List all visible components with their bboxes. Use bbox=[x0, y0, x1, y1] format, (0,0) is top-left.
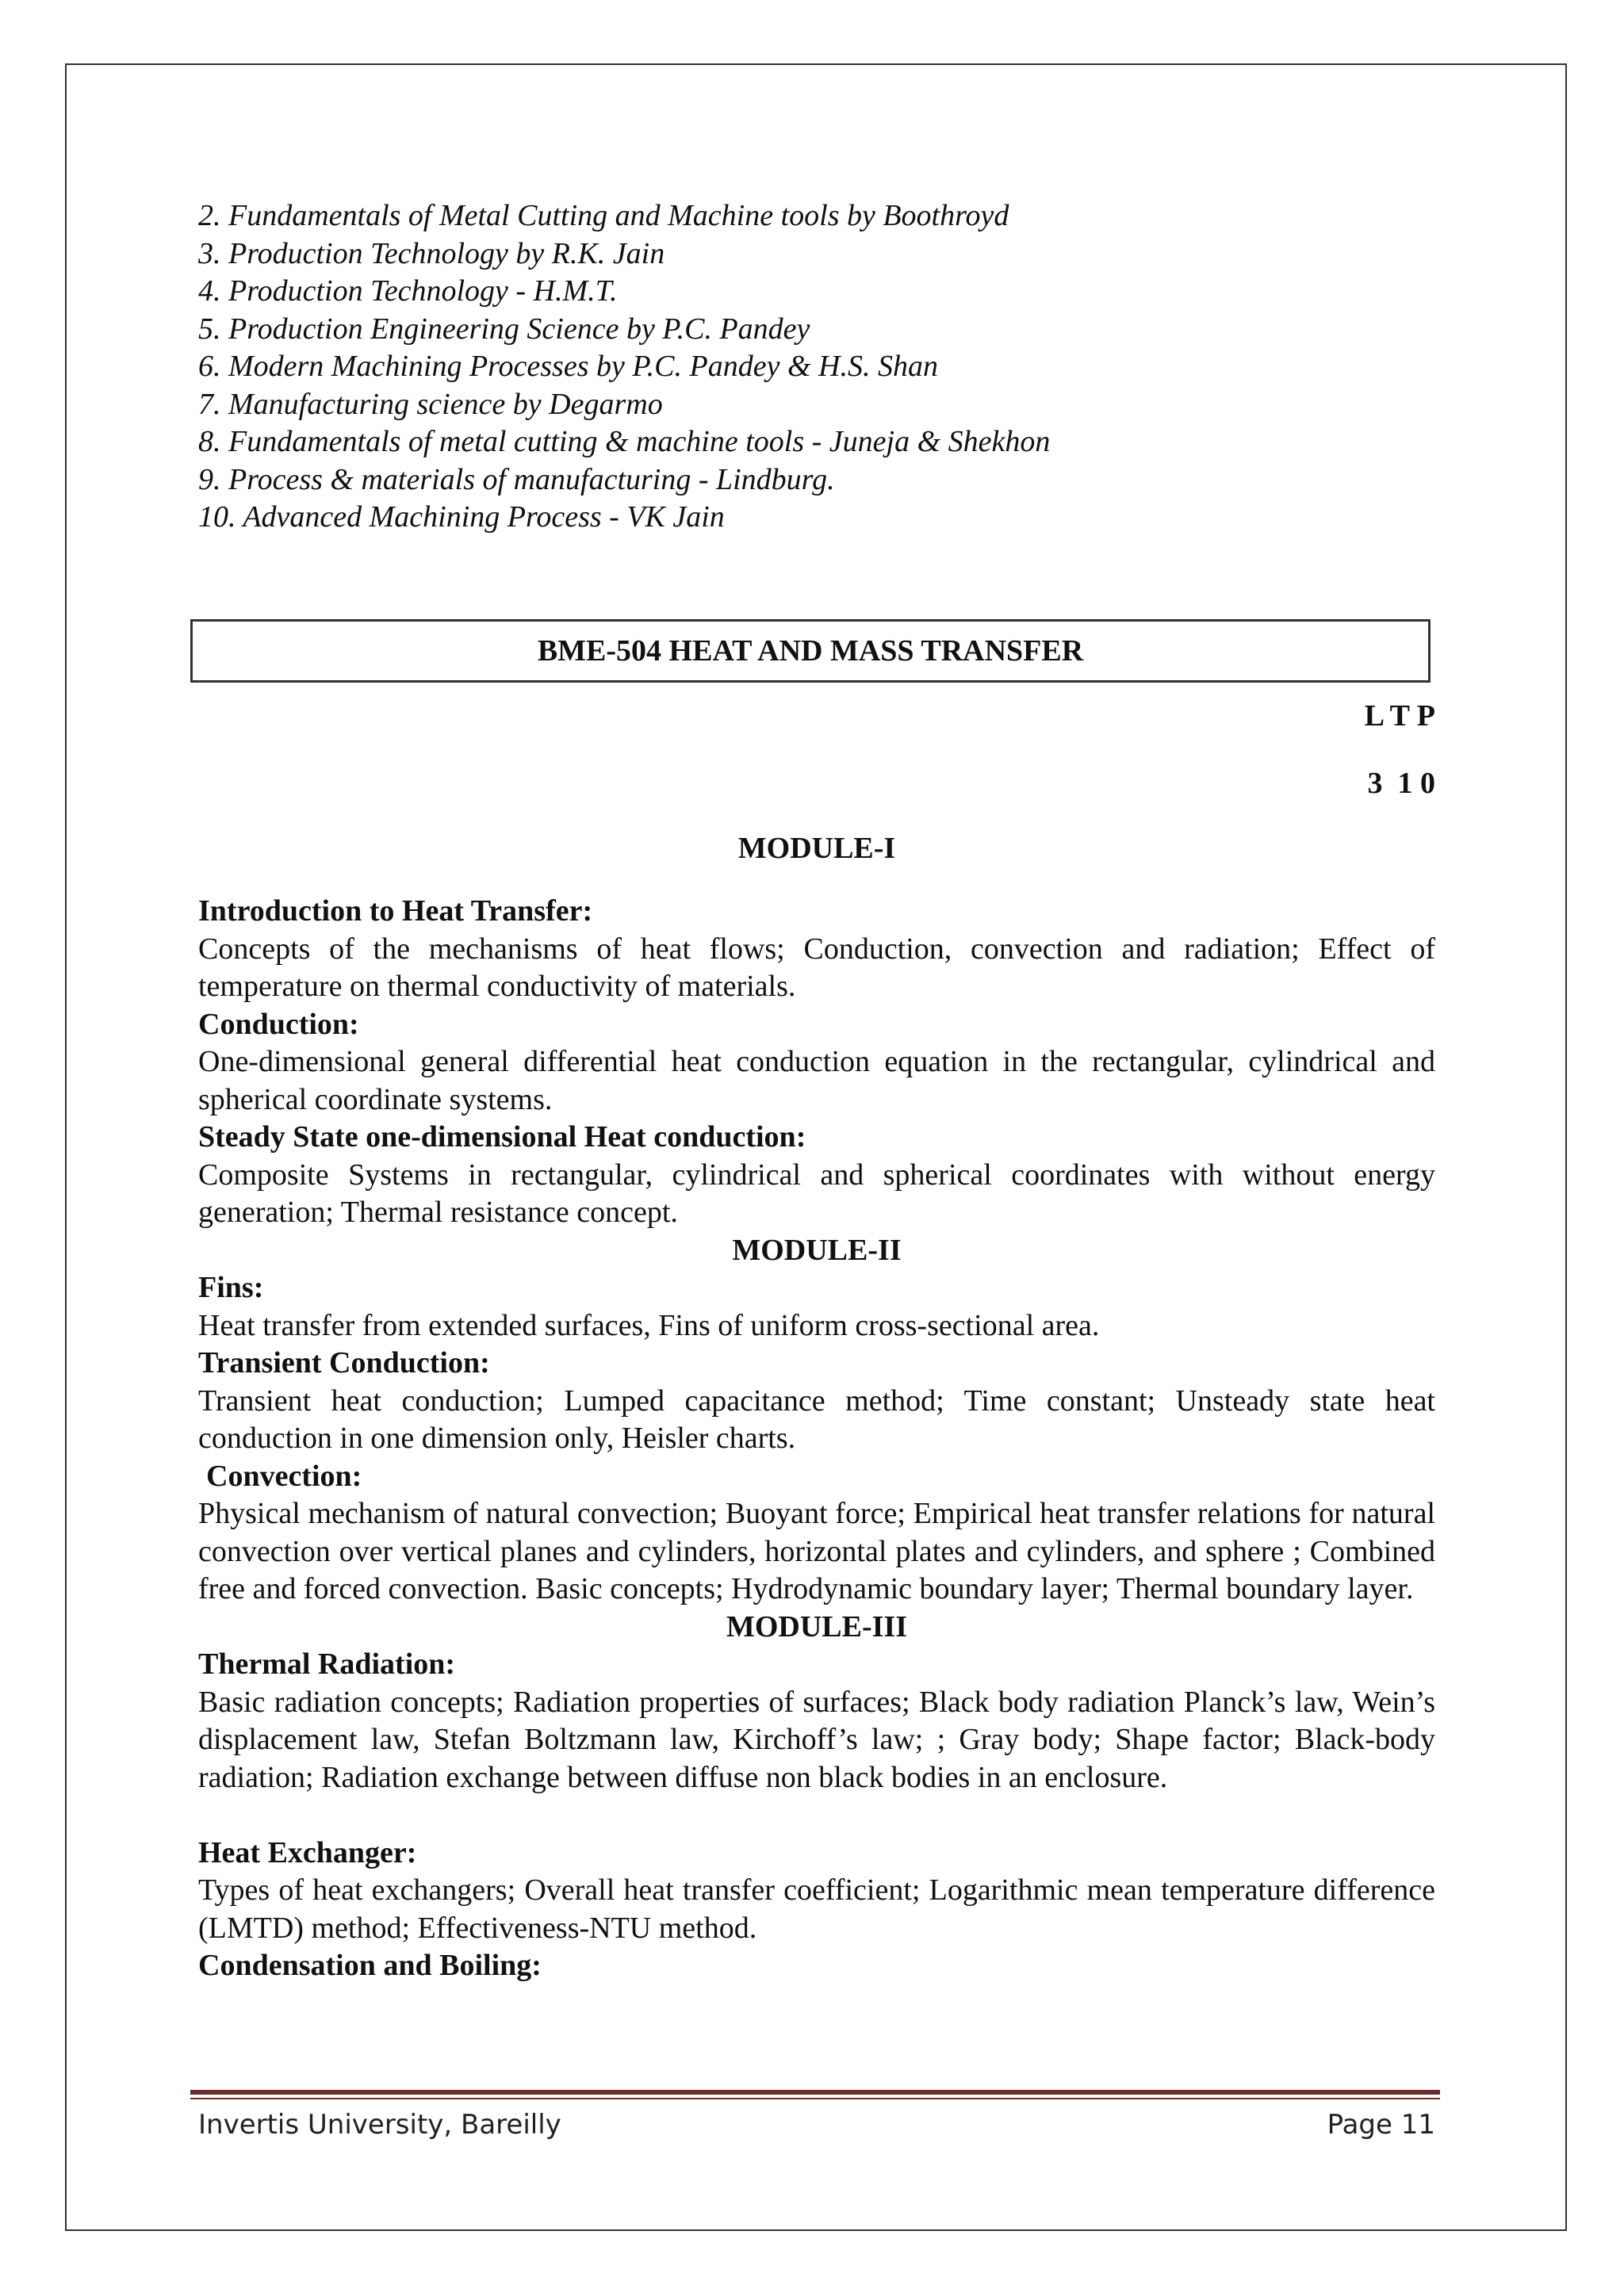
module-2-heading: MODULE-II bbox=[732, 1233, 902, 1267]
radiation-text: Basic radiation concepts; Radiation properties of surfaces; Black body radiation Planck’s law, Wein’s displacement law, Stefan Boltzmann law, Kirchoff’s law; ; Gray body; Shape factor; Black-body radiation; Radiation exchange between diffuse non black bodies in an enclosure. bbox=[198, 1685, 1435, 1794]
reference-list bbox=[198, 197, 1435, 537]
conduction-heading: Conduction: bbox=[198, 1007, 359, 1041]
footer-rule-thick bbox=[190, 2090, 1440, 2095]
footer-rule-thin bbox=[190, 2098, 1440, 2099]
module-1-heading: MODULE-I bbox=[737, 832, 896, 865]
intro-text: Concepts of the mechanisms of heat flows; Conduction, convection and radiation; Effect of temperature on thermal conductivity of materials. bbox=[198, 932, 1435, 1003]
heat-exchanger-heading: Heat Exchanger: bbox=[198, 1835, 417, 1869]
condensation-heading: Condensation and Boiling: bbox=[198, 1949, 542, 1982]
transient-text: Transient heat conduction; Lumped capacitance method; Time constant; Unsteady state heat conduction in one dimension only, Heisler charts. bbox=[198, 1383, 1435, 1455]
reference-item: 3. Production Technology by R.K. Jain bbox=[198, 236, 665, 270]
transient-heading: Transient Conduction: bbox=[198, 1346, 490, 1380]
intro-heading: Introduction to Heat Transfer: bbox=[198, 894, 593, 928]
reference-item: 6. Modern Machining Processes by P.C. Pandey & H.S. Shan bbox=[198, 350, 938, 383]
reference-item: 5. Production Engineering Science by P.C. Pandey bbox=[198, 312, 810, 346]
steady-state-text: Composite Systems in rectangular, cylindrical and spherical coordinates with without energy generation; Thermal resistance concept. bbox=[198, 1158, 1435, 1229]
steady-state-heading: Steady State one-dimensional Heat conduction: bbox=[198, 1120, 806, 1154]
reference-item: 2. Fundamentals of Metal Cutting and Machine tools by Boothroyd bbox=[198, 199, 1009, 232]
heat-exchanger-text: Types of heat exchangers; Overall heat transfer coefficient; Logarithmic mean temperature difference (LMTD) method; Effectiveness-NTU method. bbox=[198, 1873, 1435, 1945]
fins-text: Heat transfer from extended surfaces, Fins of uniform cross-sectional area. bbox=[198, 1308, 1100, 1342]
footer-institution: Invertis University, Bareilly bbox=[198, 2109, 561, 2141]
reference-item: 10. Advanced Machining Process - VK Jain bbox=[198, 500, 725, 534]
fins-heading: Fins: bbox=[198, 1271, 264, 1304]
radiation-heading: Thermal Radiation: bbox=[198, 1647, 456, 1681]
syllabus-body bbox=[198, 893, 1435, 1985]
footer-page-number: Page 11 bbox=[1327, 2109, 1435, 2141]
spacer bbox=[198, 1797, 1435, 1835]
ltp-values: 3 1 0 bbox=[1367, 767, 1435, 800]
reference-item: 7. Manufacturing science by Degarmo bbox=[198, 387, 663, 421]
convection-heading: Convection: bbox=[206, 1459, 362, 1493]
conduction-text: One-dimensional general differential heat conduction equation in the rectangular, cylindrical and spherical coordinate systems. bbox=[198, 1045, 1435, 1116]
reference-item: 9. Process & materials of manufacturing - Lindburg. bbox=[198, 462, 835, 496]
course-title: BME-504 HEAT AND MASS TRANSFER bbox=[190, 619, 1431, 683]
reference-item: 8. Fundamentals of metal cutting & machine tools - Juneja & Shekhon bbox=[198, 425, 1051, 458]
convection-text: Physical mechanism of natural convection; Buoyant force; Empirical heat transfer relations for natural convection over vertical planes and cylinders, horizontal plates and cylinders, and sphere ; Combined free and forced convection. Basic concepts; Hydrodynamic boundary layer; Thermal boundary layer. bbox=[198, 1497, 1435, 1605]
ltp-header: L T P bbox=[1364, 699, 1435, 733]
module-3-heading: MODULE-III bbox=[726, 1609, 908, 1644]
reference-item: 4. Production Technology - H.M.T. bbox=[198, 274, 618, 308]
